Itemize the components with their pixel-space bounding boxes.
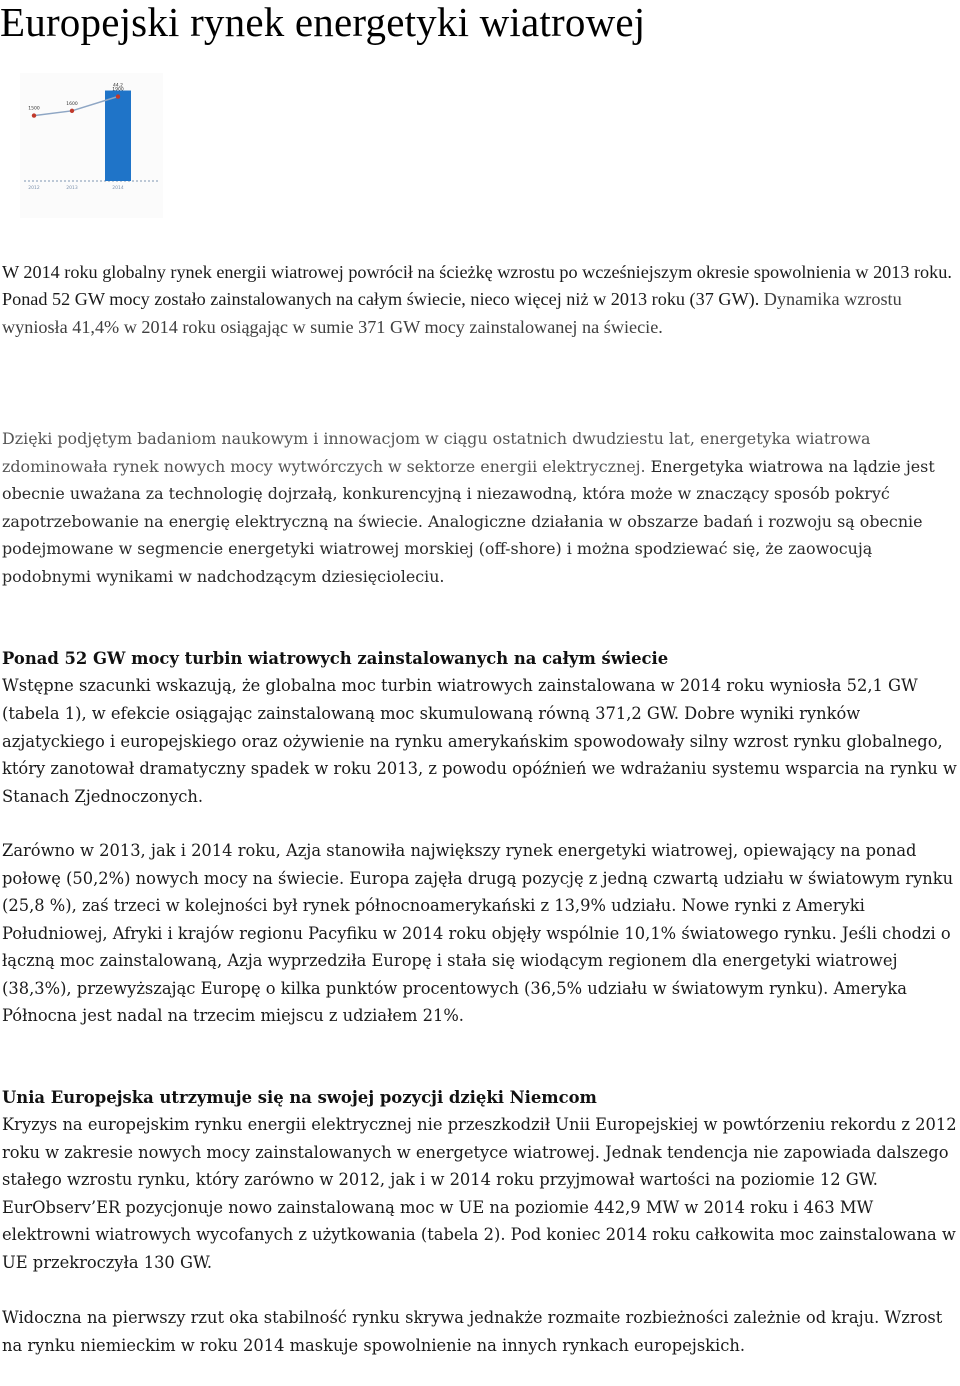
bar-line-chart: [20, 73, 163, 218]
bar-2014: [105, 91, 131, 181]
data-label-2013: 1600: [66, 101, 78, 107]
paragraph-innovation-gray: Dzięki podjętym badaniom naukowym i innowacjom w ciągu ostatnich dwudziestu lat, energetyka wiatrowa zdominowała rynek nowych mocy wytwórczych w sektorze energii elektrycznej.: [2, 429, 871, 476]
trend-point-2013: [70, 109, 74, 113]
paragraph-innovation-dark: Energetyka wiatrowa na lądzie jest obecnie uważana za technologię dojrzałą, konkurencyjną i niezawodną, która może w znaczący sposób pokryć zapotrzebowanie na energię elektryczną na świecie. Analogiczne działania w obszarze badań i rozwoju są obecnie podejmowane w segmencie energetyki wiatrowej morskiej (off-shore) i można spodziewać się, że zaowocują podobnymi wynikami w nadchodzącym dziesięcioleciu.: [2, 456, 935, 586]
section-heading-eu: Unia Europejska utrzymuje się na swojej pozycji dzięki Niemcom: [2, 1088, 597, 1107]
data-label-2014: 1900: [112, 87, 124, 93]
paragraph-eu-stability: Widoczna na pierwszy rzut oka stabilność rynku skrywa jednakże rozmaite rozbieżności zależnie od kraju. Wzrost na rynku niemieckim w roku 2014 maskuje spowolnienie na innych rynkach europejskich.: [2, 1308, 943, 1355]
paragraph-regional-share: Zarówno w 2013, jak i 2014 roku, Azja stanowiła największy rynek energetyki wiatrowej, opiewający na ponad połowę (50,2%) nowych mocy na świecie. Europa zajęła drugą pozycję z jedną czwartą udziału w światowym rynku (25,8 %), zaś trzeci w kolejności był rynek północnoamerykański z 13,9% udziału. Nowe rynki z Ameryki Południowej, Afryki i krajów regionu Pacyfiku w 2014 roku objęły wspólnie 10,1% światowego rynku. Jeśli chodzi o łączną moc zainstalowaną, Azja wyprzedziła Europę i stała się wiodącym regionem dla energetyki wiatrowej (38,3%), przewyższając Europę o kilka punktów procentowych (36,5% udziału w światowym rynku). Ameryka Północna jest nadal na trzecim miejscu z udziałem 21%.: [2, 841, 954, 1025]
chart-thumbnail: [20, 73, 163, 218]
x-tick-label-2013: 2013: [66, 186, 78, 191]
paragraph-innovation: [2, 425, 960, 591]
paragraph-eu-crisis: Kryzys na europejskim rynku energii elektrycznej nie przeszkodził Unii Europejskiej w powtórzeniu rekordu z 2012 roku w zakresie nowych mocy zainstalowanych w energetyce wiatrowej. Jednak tendencja nie zapowiada dalszego stałego wzrostu rynku, który zarówno w 2012, jak i w 2014 roku przyjmował wartości na poziomie 12 GW. EurObserv’ER pozycjonuje nowo zainstalowaną moc w UE na poziomie 442,9 MW w 2014 roku i 463 MW elektrowni wiatrowych wycofanych z użytkowania (tabela 2). Pod koniec 2014 roku całkowita moc zainstalowana w UE przekroczyła 130 GW.: [2, 1115, 957, 1272]
intro-text-gray: Dynamika wzrostu wyniosła 41,4% w 2014 roku osiągając w sumie 371 GW mocy zainstalowanej na świecie.: [2, 289, 902, 337]
intro-text-dark: W 2014 roku globalny rynek energii wiatrowej powrócił na ścieżkę wzrostu po wcześniejszym okresie spowolnienia w 2013 roku. Ponad 52 GW mocy zostało zainstalowanych na całym świecie, nieco więcej niż w 2013 roku (37 GW).: [2, 262, 952, 310]
data-label-2012: 1500: [28, 106, 40, 112]
paragraph-global-estimates: Wstępne szacunki wskazują, że globalna moc turbin wiatrowych zainstalowana w 2014 roku wyniosła 52,1 GW (tabela 1), w efekcie osiągając zainstalowaną moc skumulowaną równą 371,2 GW. Dobre wyniki rynków azjatyckiego i europejskiego oraz ożywienie na rynku amerykańskim spowodowały silny wzrost rynku globalnego, który zanotował dramatyczny spadek w roku 2013, z powodu opóźnień we wdrażaniu systemu wsparcia na rynku w Stanach Zjednoczonych.: [2, 676, 957, 807]
trend-point-2012: [32, 113, 36, 117]
bar-top-label: 44,2: [112, 83, 124, 89]
x-tick-label-2014: 2014: [112, 186, 124, 191]
intro-paragraph: [2, 259, 960, 341]
x-tick-label-2012: 2012: [28, 186, 40, 191]
section-heading-global: Ponad 52 GW mocy turbin wiatrowych zainstalowanych na całym świecie: [2, 649, 669, 668]
trend-point-2014: [116, 94, 120, 98]
page-title: Europejski rynek energetyki wiatrowej: [0, 0, 646, 45]
